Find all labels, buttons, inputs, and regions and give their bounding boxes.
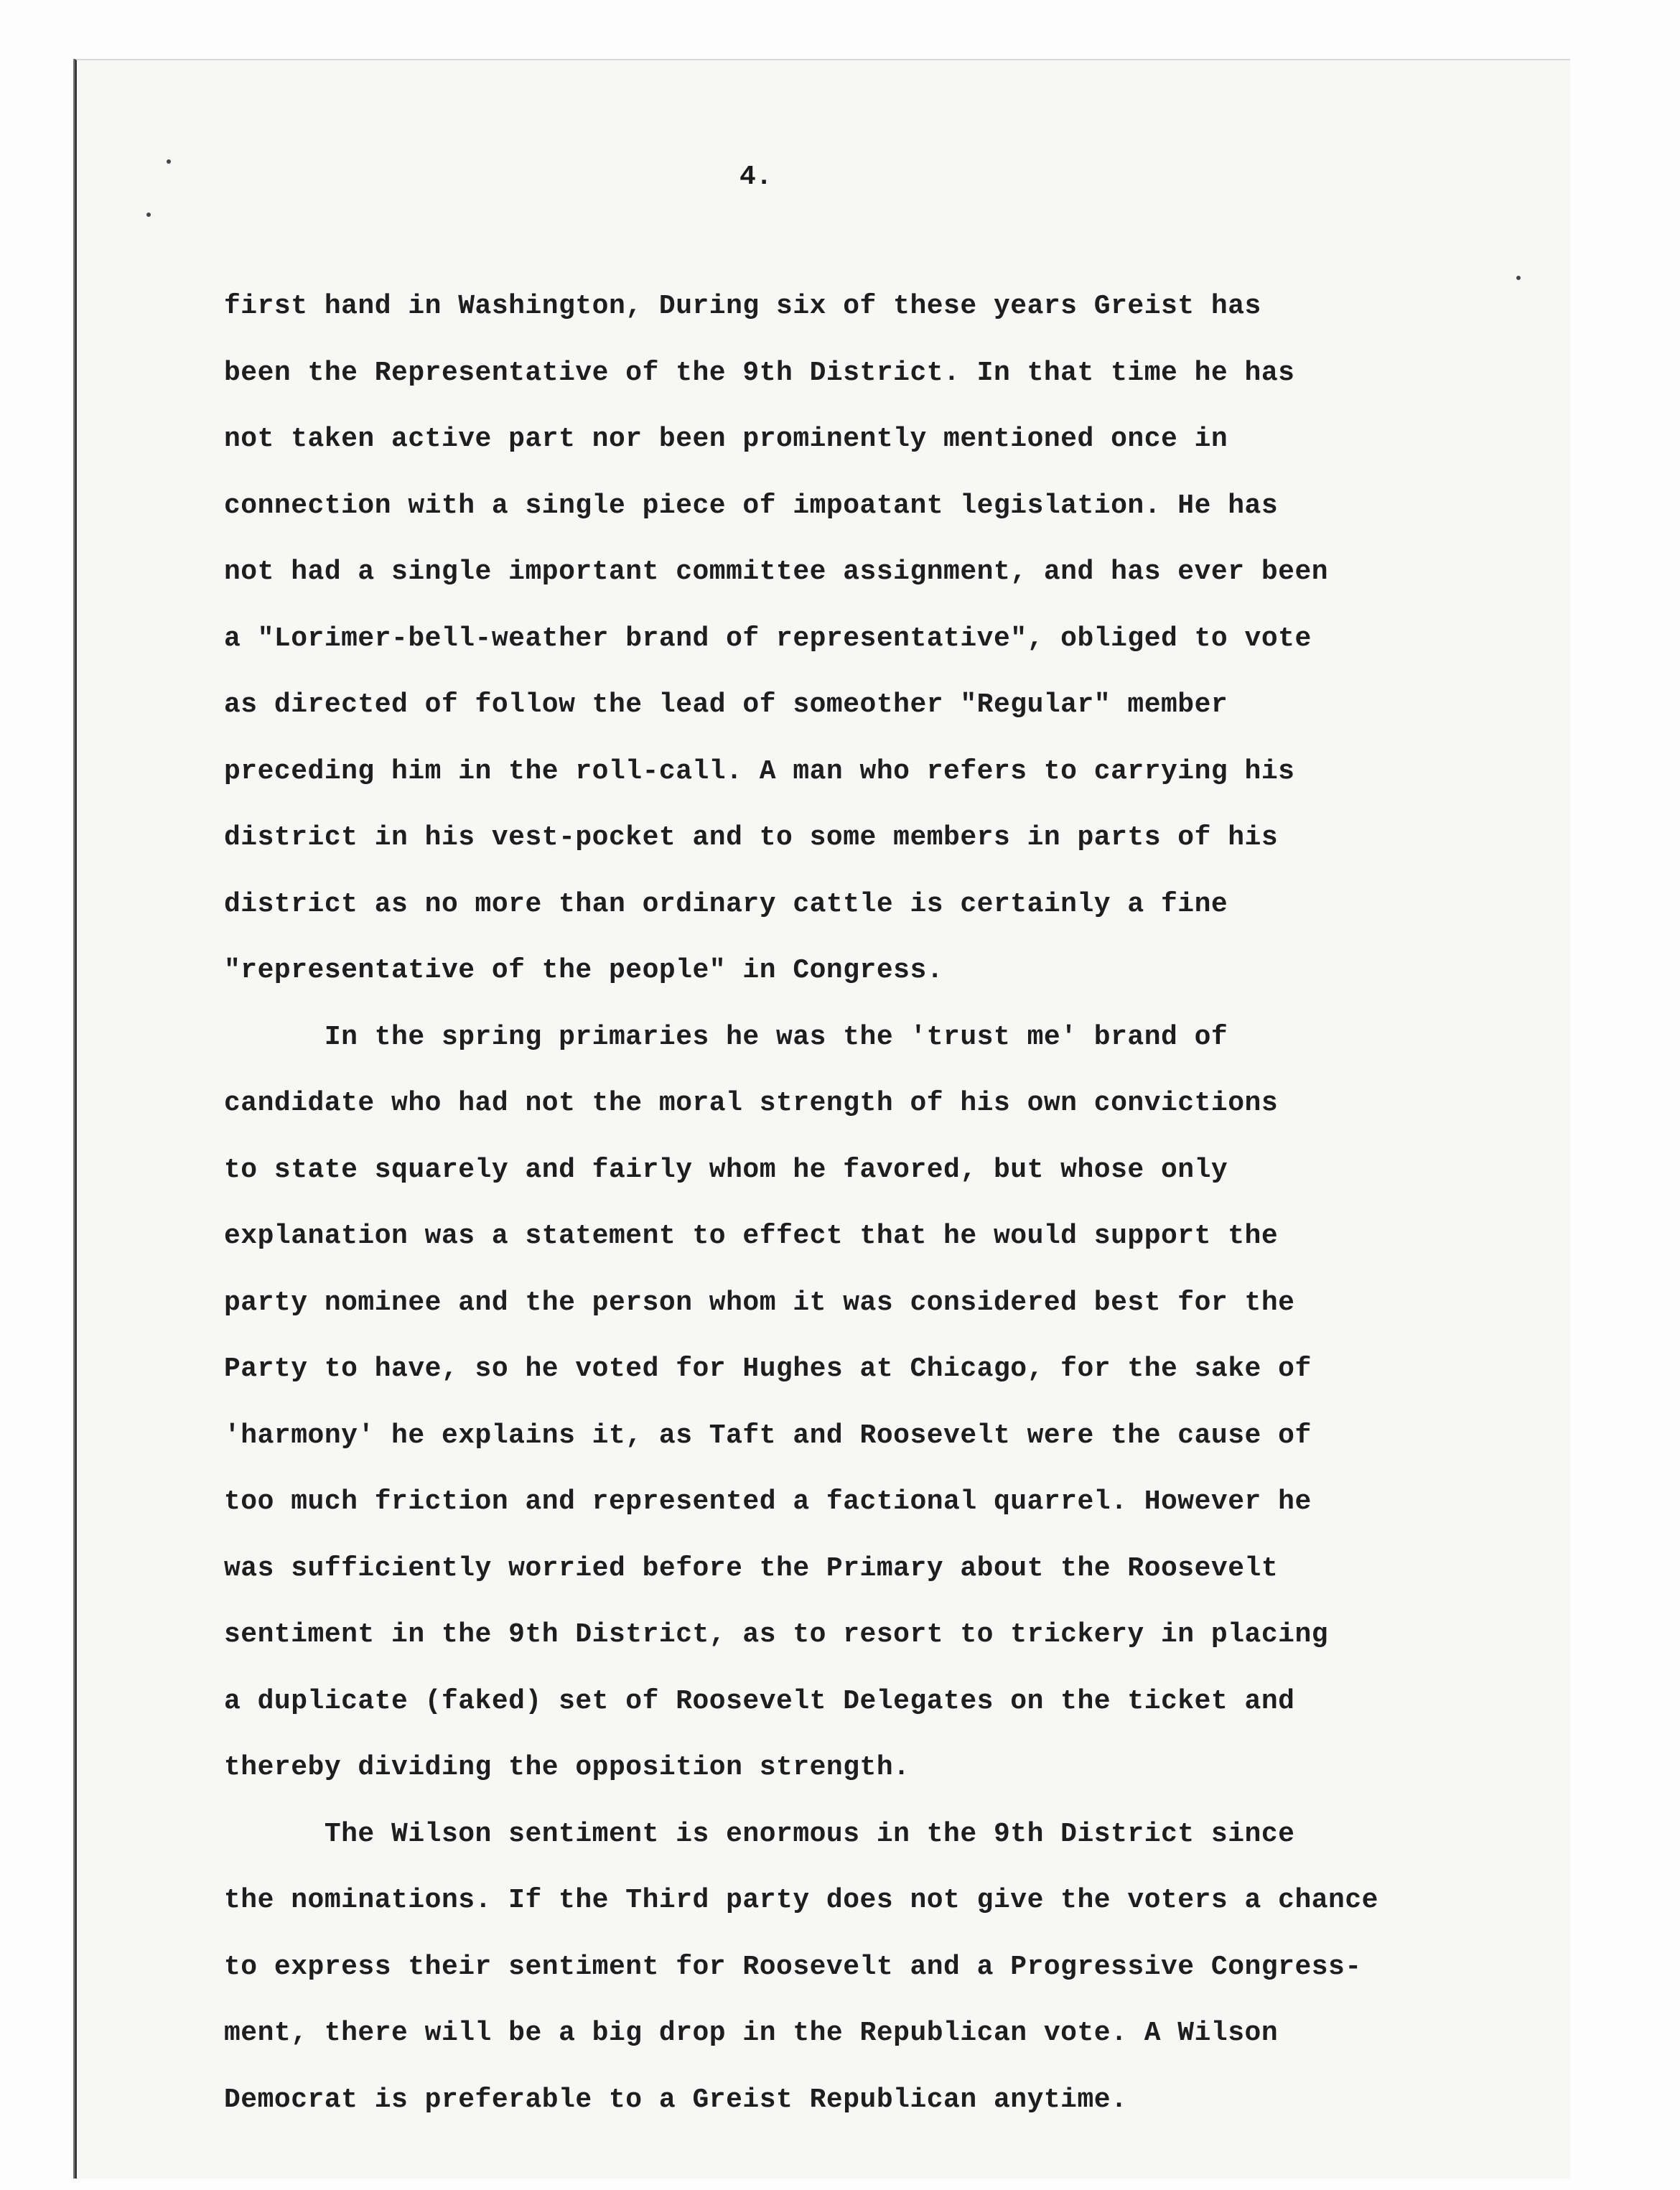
text-line: sentiment in the 9th District, as to resort to trickery in placing [224,1619,1329,1650]
text-line: been the Representative of the 9th District. In that time he has [224,357,1295,388]
document-body [224,284,1574,2144]
text-line: In the spring primaries he was the 'trust me' brand of [224,1021,1228,1053]
text-line: 'harmony' he explains it, as Taft and Roosevelt were the cause of [224,1420,1312,1451]
text-line: "representative of the people" in Congress. [224,955,944,986]
text-line: too much friction and represented a factional quarrel. However he [224,1486,1312,1517]
text-line: the nominations. If the Third party does not give the voters a chance [224,1885,1378,1916]
text-line: as directed of follow the lead of someother "Regular" member [224,689,1228,720]
text-line: candidate who had not the moral strength of his own convictions [224,1088,1279,1119]
text-line: thereby dividing the opposition strength. [224,1752,910,1783]
text-line: a duplicate (faked) set of Roosevelt Delegates on the ticket and [224,1685,1295,1717]
text-line: preceding him in the roll-call. A man who refers to carrying his [224,755,1295,787]
text-line: party nominee and the person whom it was considered best for the [224,1287,1295,1318]
text-line: not had a single important committee assignment, and has ever been [224,556,1329,587]
text-line: Democrat is preferable to a Greist Republican anytime. [224,2084,1128,2115]
text-line: district as no more than ordinary cattle is certainly a fine [224,888,1228,920]
ink-speck [1516,276,1521,280]
ink-speck [146,213,151,217]
text-line: ment, there will be a big drop in the Republican vote. A Wilson [224,2018,1279,2049]
text-line: first hand in Washington, During six of these years Greist has [224,291,1261,322]
text-line: connection with a single piece of impoatant legislation. He has [224,490,1279,521]
page-number: 4. [739,162,773,192]
text-line: to state squarely and fairly whom he favored, but whose only [224,1154,1228,1185]
text-line: a "Lorimer-bell-weather brand of representative", obliged to vote [224,623,1312,654]
text-line: explanation was a statement to effect that he would support the [224,1221,1279,1252]
text-line: district in his vest-pocket and to some members in parts of his [224,822,1279,853]
ink-speck [167,159,171,164]
text-line: not taken active part nor been prominently mentioned once in [224,424,1228,455]
text-line: Party to have, so he voted for Hughes at Chicago, for the sake of [224,1353,1312,1384]
text-line: was sufficiently worried before the Primary about the Roosevelt [224,1552,1279,1584]
text-line: The Wilson sentiment is enormous in the 9th District since [224,1818,1295,1850]
text-line: to express their sentiment for Roosevelt and a Progressive Congress- [224,1951,1362,1982]
